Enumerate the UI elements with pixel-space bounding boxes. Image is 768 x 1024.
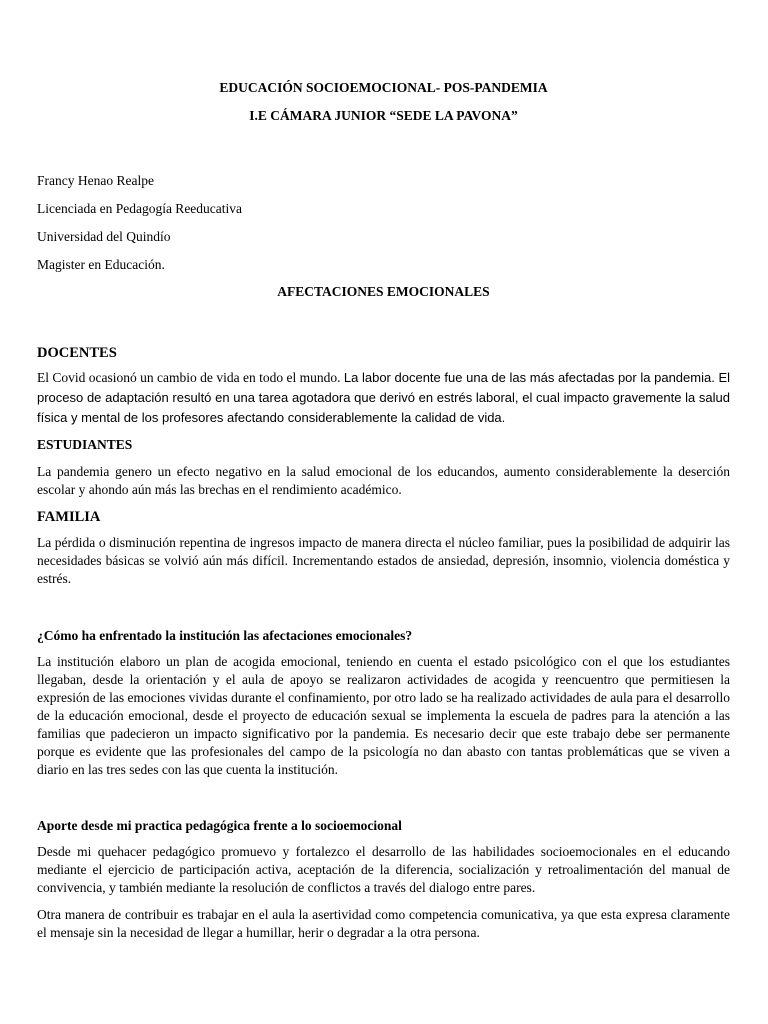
document-title: EDUCACIÓN SOCIOEMOCIONAL- POS-PANDEMIA [219,80,548,95]
heading-estudiantes: ESTUDIANTES [37,437,133,452]
author-university: Universidad del Quindío [37,229,171,244]
author-master: Magister en Educación. [37,257,165,272]
heading-docentes: DOCENTES [37,345,117,361]
heading-familia: FAMILIA [37,509,101,525]
document-subtitle: I.E CÁMARA JUNIOR “SEDE LA PAVONA” [249,108,518,123]
institucion-paragraph: La institución elaboro un plan de acogida emocional, teniendo en cuenta el estado psicológico con el que los estudiantes llegaban, desde la orientación y el aula de apoyo se realizaron actividades de acogida y reencuentro que permitiesen la expresión de las emociones vividas durante el confinamiento, por otro lado se ha realizado actividades de aula para el desarrollo de la educación emocional, desde el proyecto de educación sexual se implementa la escuela de padres para la atención a las familias que padecieron un impacto significativo por la pandemia. Es necesario decir que este trabajo debe ser permanente porque es evidente que las profesionales del campo de la psicología no dan abasto con tantas problemáticas que se viven a diario en las tres sedes con las que cuenta la institución. [37,654,730,777]
author-name: Francy Henao Realpe [37,173,154,188]
estudiantes-paragraph: La pandemia genero un efecto negativo en la salud emocional de los educandos, aumento considerablemente la deserción escolar y ahondo aún más las brechas en el rendimiento académico. [37,464,730,497]
author-degree: Licenciada en Pedagogía Reeducativa [37,201,243,216]
aporte-paragraph-1: Desde mi quehacer pedagógico promuevo y fortalezco el desarrollo de las habilidades socioemocionales en el educando mediante el ejercicio de participación activa, aceptación de la diferencia, socialización y retroalimentación del manual de convivencia, y también mediante la resolución de conflictos a través del dialogo entre pares. [37,844,730,895]
docentes-text-sans: La labor docente fue una de las más afectadas por la pandemia. El proceso de adaptación resultó en una tarea agotadora que derivó en estrés laboral, el cual impacto gravemente la salud física y mental de los profesores afectando considerablemente la calidad de vida. [37,370,731,425]
section-title: AFECTACIONES EMOCIONALES [277,284,490,299]
heading-institucion: ¿Cómo ha enfrentado la institución las afectaciones emocionales? [37,628,413,643]
docentes-text-serif: El Covid ocasionó un cambio de vida en todo el mundo. [37,370,344,385]
heading-aporte: Aporte desde mi practica pedagógica frente a lo socioemocional [37,818,402,833]
docentes-paragraph [37,368,730,428]
familia-paragraph: La pérdida o disminución repentina de ingresos impacto de manera directa el núcleo familiar, pues la posibilidad de adquirir las necesidades básicas se volvió aún más difícil. Incrementando estados de ansiedad, depresión, insomnio, violencia doméstica y estrés. [37,535,730,586]
aporte-paragraph-2: Otra manera de contribuir es trabajar en el aula la asertividad como competencia comunicativa, ya que esta expresa claramente el mensaje sin la necesidad de llegar a humillar, herir o degradar a la otra persona. [37,907,730,940]
document-page [37,78,730,942]
